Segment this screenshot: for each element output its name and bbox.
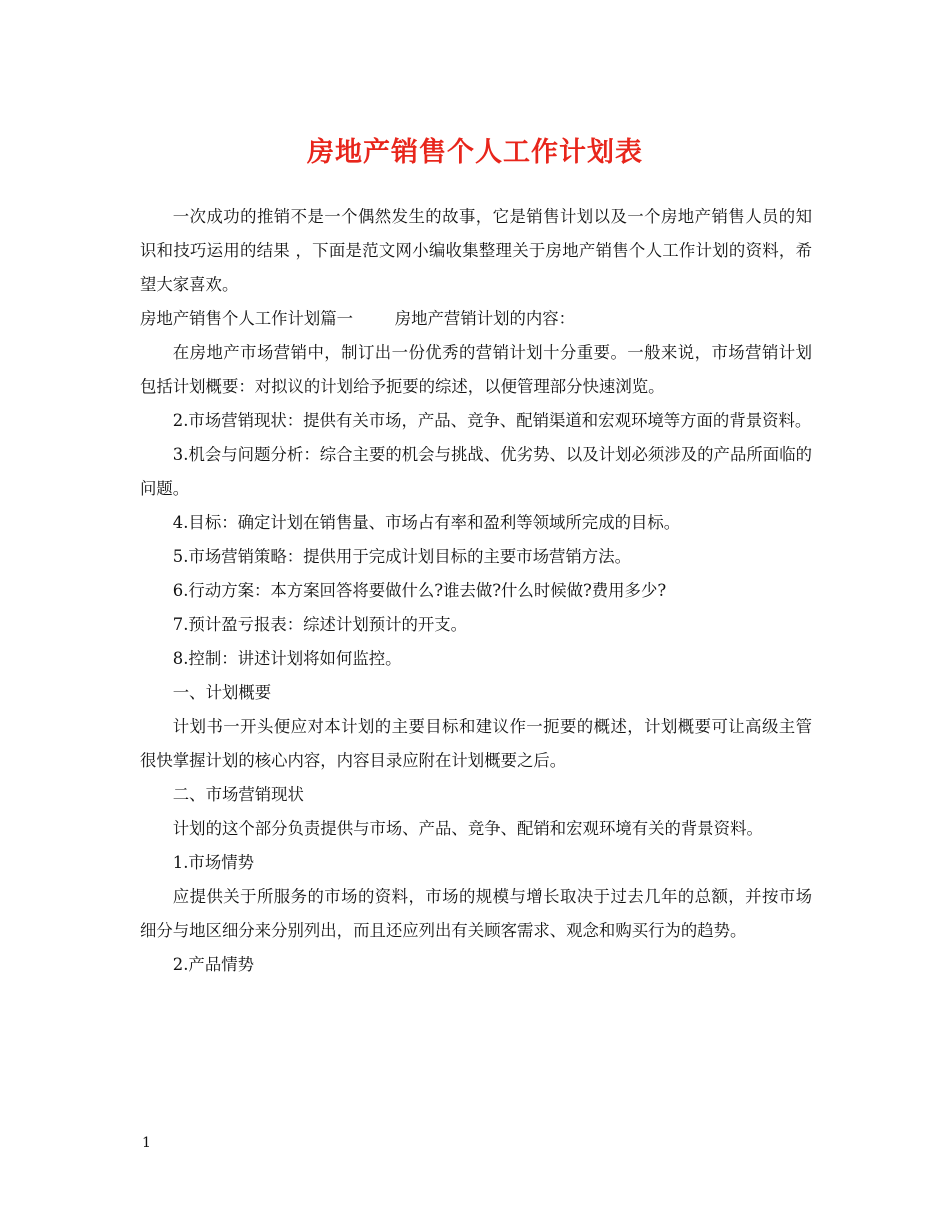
paragraph: 在房地产市场营销中，制订出一份优秀的营销计划十分重要。一般来说，市场营销计划包括计划概要：对拟议的计划给予扼要的综述，以便管理部分快速浏览。 — [140, 343, 812, 396]
document-body — [140, 200, 812, 982]
list-item: 8.控制：讲述计划将如何监控。 — [172, 649, 402, 668]
section-heading: 二、市场营销现状 — [172, 785, 304, 804]
list-item: 7.预计盈亏报表：综述计划预计的开支。 — [172, 615, 468, 634]
list-item: 6.行动方案：本方案回答将要做什么?谁去做?什么时候做?费用多少? — [172, 581, 667, 600]
subsection-heading: 2.产品情势 — [172, 955, 254, 974]
page-number: 1 — [142, 1135, 151, 1151]
section-heading: 一、计划概要 — [172, 683, 272, 702]
paragraph: 应提供关于所服务的市场的资料，市场的规模与增长取决于过去几年的总额，并按市场细分与地区细分来分别列出，而且还应列出有关顾客需求、观念和购买行为的趋势。 — [140, 887, 812, 940]
list-item: 3.机会与问题分析：综合主要的机会与挑战、优劣势、以及计划必须涉及的产品所面临的问题。 — [140, 445, 812, 498]
paragraph: 计划书一开头便应对本计划的主要目标和建议作一扼要的概述，计划概要可让高级主管很快掌握计划的核心内容，内容目录应附在计划概要之后。 — [140, 717, 812, 770]
paragraph: 计划的这个部分负责提供与市场、产品、竞争、配销和宏观环境有关的背景资料。 — [172, 819, 763, 838]
list-item: 2.市场营销现状：提供有关市场，产品、竞争、配销渠道和宏观环境等方面的背景资料。 — [172, 411, 812, 430]
list-item: 4.目标：确定计划在销售量、市场占有率和盈利等领域所完成的目标。 — [172, 513, 681, 532]
list-item: 5.市场营销策略：提供用于完成计划目标的主要市场营销方法。 — [172, 547, 631, 566]
section-heading-line: 房地产销售个人工作计划篇一 房地产营销计划的内容： — [140, 309, 576, 328]
document-title: 房地产销售个人工作计划表 — [307, 137, 643, 168]
subsection-heading: 1.市场情势 — [172, 853, 254, 872]
paragraph: 一次成功的推销不是一个偶然发生的故事，它是销售计划以及一个房地产销售人员的知识和技巧运用的结果 ，下面是范文网小编收集整理关于房地产销售个人工作计划的资料，希望大家喜欢。 — [140, 207, 812, 294]
